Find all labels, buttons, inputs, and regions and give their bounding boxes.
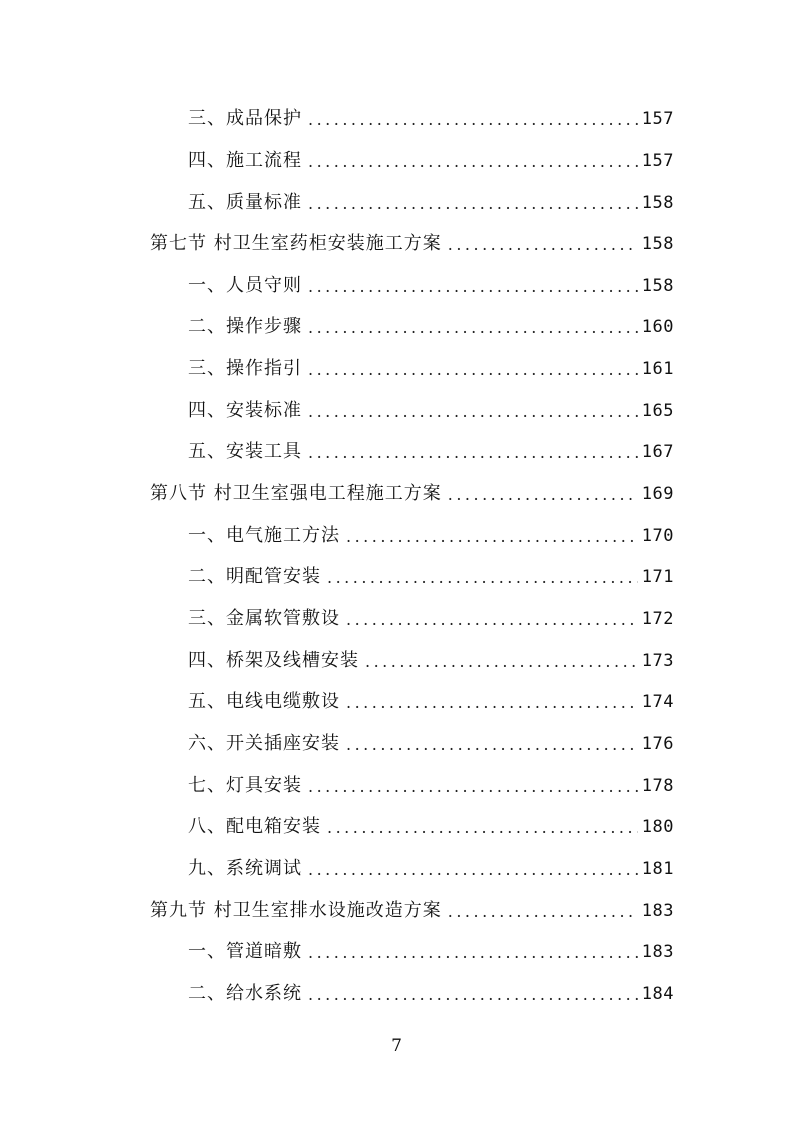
toc-entry-title: 第七节 村卫生室药柜安装施工方案 xyxy=(150,233,442,254)
toc-dot-leader xyxy=(308,443,638,463)
toc-entry[interactable] xyxy=(188,350,674,380)
toc-dot-leader xyxy=(308,110,638,130)
toc-entry-title: 第八节 村卫生室强电工程施工方案 xyxy=(150,483,442,504)
toc-entry[interactable] xyxy=(188,933,674,963)
toc-entry-page: 157 xyxy=(641,109,674,129)
toc-entry-title: 六、开关插座安装 xyxy=(188,733,340,754)
toc-dot-leader xyxy=(346,693,638,713)
toc-entry-page: 173 xyxy=(641,651,674,671)
toc-dot-leader xyxy=(448,902,638,922)
toc-section-entry[interactable] xyxy=(150,892,674,922)
toc-dot-leader xyxy=(308,318,638,338)
toc-dot-leader xyxy=(308,402,638,422)
toc-dot-leader xyxy=(346,735,638,755)
toc-entry[interactable] xyxy=(188,975,674,1005)
toc-entry-title: 三、成品保护 xyxy=(188,108,302,129)
toc-entry-page: 169 xyxy=(641,484,674,504)
toc-dot-leader xyxy=(308,777,638,797)
toc-entry-title: 第九节 村卫生室排水设施改造方案 xyxy=(150,900,442,921)
toc-entry[interactable] xyxy=(188,308,674,338)
toc-dot-leader xyxy=(448,235,638,255)
toc-entry[interactable] xyxy=(188,600,674,630)
toc-entry-title: 一、人员守则 xyxy=(188,275,302,296)
toc-entry-title: 四、施工流程 xyxy=(188,150,302,171)
toc-dot-leader xyxy=(308,194,638,214)
toc-entry-page: 167 xyxy=(641,442,674,462)
toc-entry-page: 181 xyxy=(641,859,674,879)
toc-entry-page: 183 xyxy=(641,901,674,921)
toc-entry-title: 三、金属软管敷设 xyxy=(188,608,340,629)
toc-dot-leader xyxy=(346,527,638,547)
toc-entry[interactable] xyxy=(188,683,674,713)
toc-entry-title: 五、安装工具 xyxy=(188,441,302,462)
toc-entry-page: 174 xyxy=(641,692,674,712)
page-number: 7 xyxy=(391,1036,402,1056)
toc-dot-leader xyxy=(308,985,638,1005)
toc-entry[interactable] xyxy=(188,267,674,297)
toc-entry[interactable] xyxy=(188,850,674,880)
toc-dot-leader xyxy=(365,652,638,672)
toc-entry[interactable] xyxy=(188,808,674,838)
toc-section-entry[interactable] xyxy=(150,475,674,505)
toc-entry-title: 五、电线电缆敷设 xyxy=(188,691,340,712)
toc-entry[interactable] xyxy=(188,184,674,214)
toc-entry-title: 五、质量标准 xyxy=(188,192,302,213)
toc-entry-page: 165 xyxy=(641,401,674,421)
toc-entry-page: 176 xyxy=(641,734,674,754)
toc-dot-leader xyxy=(327,818,638,838)
toc-entry-title: 二、给水系统 xyxy=(188,983,302,1004)
toc-entry-page: 158 xyxy=(641,193,674,213)
toc-dot-leader xyxy=(448,485,638,505)
toc-entry[interactable] xyxy=(188,100,674,130)
toc-dot-leader xyxy=(327,568,638,588)
toc-entry[interactable] xyxy=(188,767,674,797)
toc-entry-title: 七、灯具安装 xyxy=(188,775,302,796)
toc-entry[interactable] xyxy=(188,392,674,422)
toc-entry[interactable] xyxy=(188,642,674,672)
toc-entry[interactable] xyxy=(188,142,674,172)
toc-entry[interactable] xyxy=(188,517,674,547)
toc-dot-leader xyxy=(308,277,638,297)
toc-entry[interactable] xyxy=(188,725,674,755)
toc-dot-leader xyxy=(346,610,638,630)
toc-entry-page: 158 xyxy=(641,234,674,254)
toc-entry-page: 170 xyxy=(641,526,674,546)
toc-entry-page: 178 xyxy=(641,776,674,796)
toc-entry-page: 184 xyxy=(641,984,674,1004)
toc-section-entry[interactable] xyxy=(150,225,674,255)
toc-dot-leader xyxy=(308,860,638,880)
toc-entry-title: 一、管道暗敷 xyxy=(188,941,302,962)
toc-entry-page: 161 xyxy=(641,359,674,379)
toc-entry-page: 172 xyxy=(641,609,674,629)
toc-entry-page: 160 xyxy=(641,317,674,337)
toc-entry-title: 二、操作步骤 xyxy=(188,316,302,337)
toc-entry-title: 九、系统调试 xyxy=(188,858,302,879)
toc-entry-title: 一、电气施工方法 xyxy=(188,525,340,546)
toc-entry-title: 二、明配管安装 xyxy=(188,566,321,587)
toc-dot-leader xyxy=(308,360,638,380)
toc-dot-leader xyxy=(308,943,638,963)
toc-entry-page: 183 xyxy=(641,942,674,962)
toc-dot-leader xyxy=(308,152,638,172)
toc-entry[interactable] xyxy=(188,558,674,588)
toc-entry-page: 180 xyxy=(641,817,674,837)
toc-entry-title: 四、安装标准 xyxy=(188,400,302,421)
toc-entry[interactable] xyxy=(188,433,674,463)
toc-entry-page: 157 xyxy=(641,151,674,171)
toc-entry-page: 158 xyxy=(641,276,674,296)
toc-entry-title: 四、桥架及线槽安装 xyxy=(188,650,359,671)
toc-entry-page: 171 xyxy=(641,567,674,587)
toc-entry-title: 三、操作指引 xyxy=(188,358,302,379)
toc-entry-title: 八、配电箱安装 xyxy=(188,816,321,837)
